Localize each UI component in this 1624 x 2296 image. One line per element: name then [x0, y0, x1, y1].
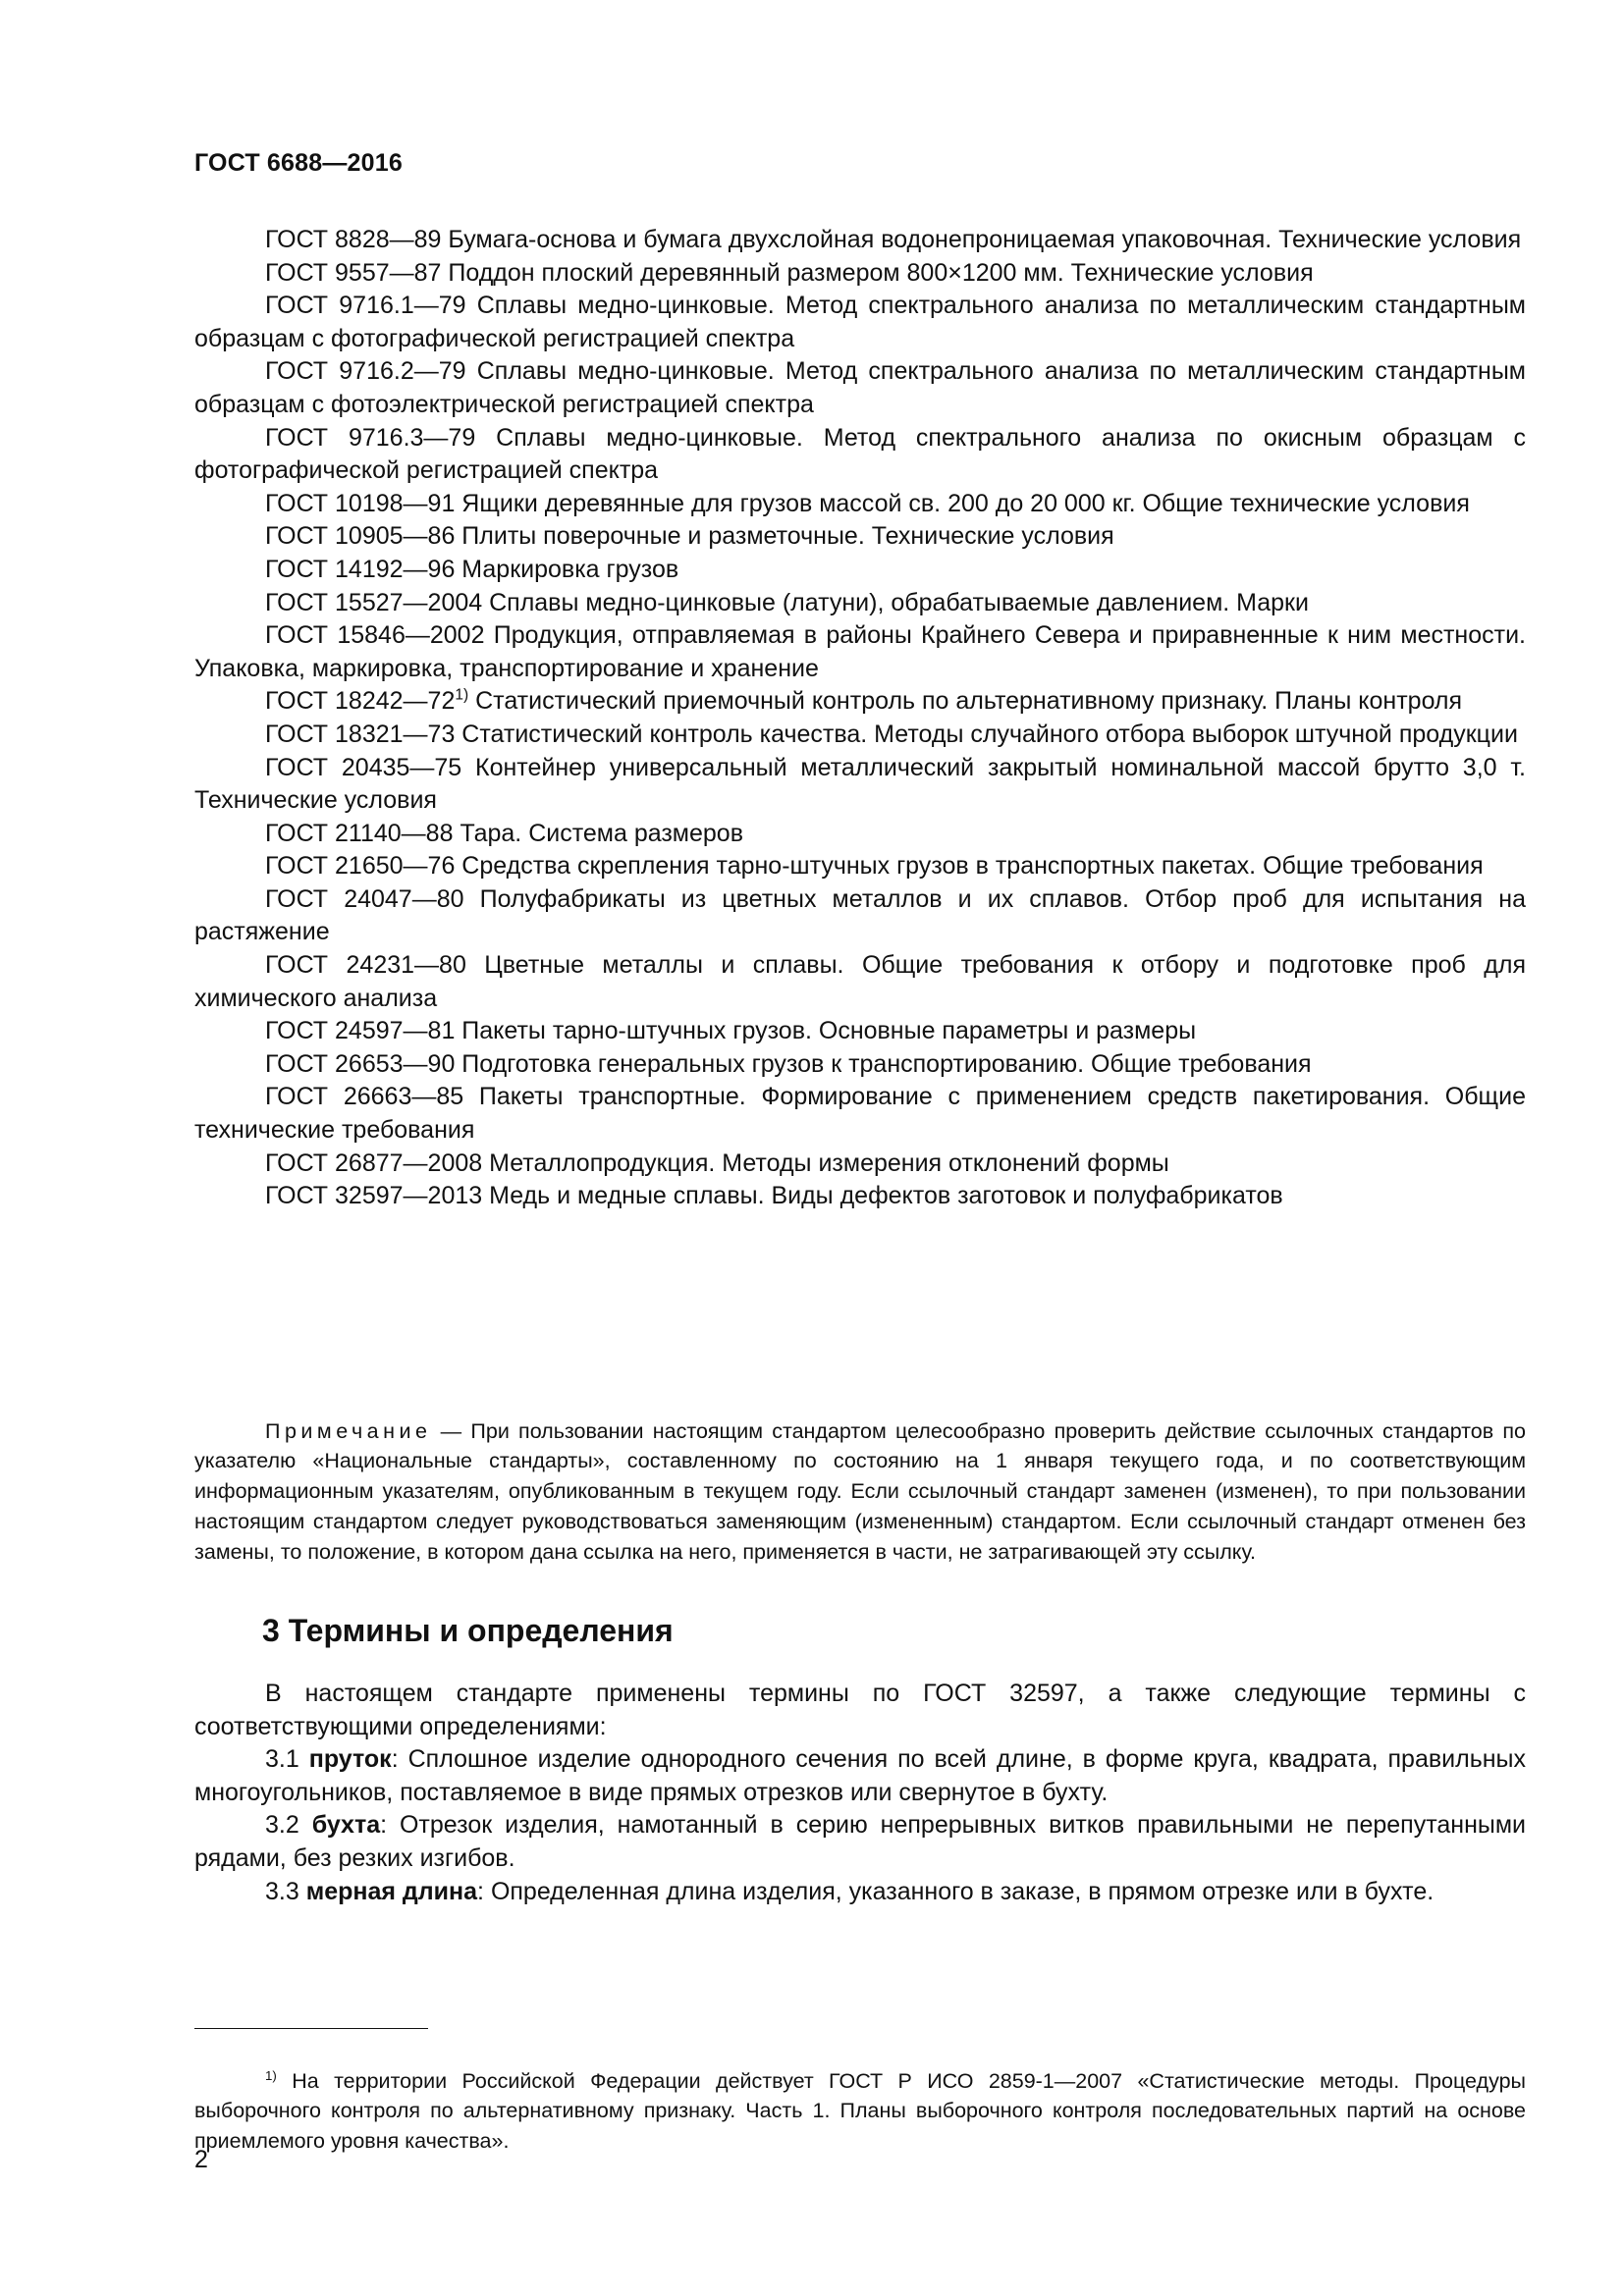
term-definition: [194, 1809, 1526, 1875]
footnote-divider: [194, 2028, 428, 2029]
reference-item: ГОСТ 20435—75 Контейнер универсальный металлический закрытый номинальной массой брутто 3,0 т. Технические условия: [194, 753, 1526, 815]
terms-section: [194, 1678, 1526, 1908]
term-number: 3.3: [265, 1877, 306, 1905]
reference-item: ГОСТ 24597—81 Пакеты тарно-штучных грузов. Основные параметры и размеры: [265, 1017, 1197, 1045]
reference-item: ГОСТ 15527—2004 Сплавы медно-цинковые (латуни), обрабатываемые давлением. Марки: [265, 588, 1309, 616]
terms-intro: В настоящем стандарте применены термины по ГОСТ 32597, а также следующие термины с соответствующими определениями:: [194, 1680, 1526, 1740]
reference-item: ГОСТ 10198—91 Ящики деревянные для грузов массой св. 200 до 20 000 кг. Общие технические условия: [265, 489, 1470, 517]
term-definition: [194, 1876, 1526, 1909]
note-label: Примечание: [265, 1418, 432, 1443]
reference-item: ГОСТ 9716.3—79 Сплавы медно-цинковые. Метод спектрального анализа по окисным образцам с фотографической регистрацией спектра: [194, 423, 1526, 485]
term-name: бухта: [311, 1811, 381, 1840]
term-text: : Сплошное изделие однородного сечения по всей длине, в форме круга, квадрата, правильных многоугольников, поставляемое в виде прямых отрезков или свернутое в бухту.: [194, 1745, 1527, 1806]
reference-item: ГОСТ 32597—2013 Медь и медные сплавы. Виды дефектов заготовок и полуфабрикатов: [265, 1182, 1283, 1210]
reference-item: ГОСТ 26877—2008 Металлопродукция. Методы измерения отклонений формы: [265, 1148, 1169, 1177]
reference-item: ГОСТ 9716.1—79 Сплавы медно-цинковые. Метод спектрального анализа по металлическим стандартным образцам с фотографической регистрацией спектра: [194, 292, 1526, 352]
term-number: 3.1: [265, 1745, 309, 1774]
footnote-marker: 1): [265, 2067, 277, 2083]
term-name: мерная длина: [305, 1877, 478, 1905]
section-title: 3 Термины и определения: [262, 1613, 674, 1648]
reference-item: ГОСТ 21140—88 Тара. Система размеров: [265, 819, 743, 847]
term-definition: [194, 1743, 1526, 1809]
term-name: пруток: [308, 1745, 392, 1774]
term-text: : Определенная длина изделия, указанного в заказе, в прямом отрезке или в бухте.: [477, 1877, 1435, 1905]
footnote-text: На территории Российской Федерации действует ГОСТ Р ИСО 2859-1—2007 «Статистические методы. Процедуры выборочного контроля по альтернативному признаку. Часть 1. Планы выборочного контроля последовательных партий на основе приемлемого уровня качества».: [194, 2068, 1526, 2154]
reference-item: ГОСТ 21650—76 Средства скрепления тарно-штучных грузов в транспортных пакетах. Общие требования: [265, 852, 1484, 881]
reference-item: ГОСТ 15846—2002 Продукция, отправляемая в районы Крайнего Севера и приравненные к ним местности. Упаковка, маркировка, транспортирование и хранение: [194, 621, 1526, 682]
reference-item: ГОСТ 14192—96 Маркировка грузов: [265, 555, 679, 583]
term-text: : Отрезок изделия, намотанный в серию непрерывных витков правильными не перепутанными рядами, без резких изгибов.: [194, 1811, 1526, 1872]
page-number: 2: [194, 2146, 208, 2173]
reference-item: ГОСТ 24047—80 Полуфабрикаты из цветных металлов и их сплавов. Отбор проб для испытания на растяжение: [194, 884, 1526, 946]
reference-item: ГОСТ 10905—86 Плиты поверочные и разметочные. Технические условия: [265, 522, 1114, 551]
reference-code: ГОСТ 18242—72: [265, 687, 456, 716]
reference-item: ГОСТ 8828—89 Бумага-основа и бумага двухслойная водонепроницаемая упаковочная. Технические условия: [265, 226, 1522, 253]
term-number: 3.2: [265, 1811, 312, 1840]
reference-item: ГОСТ 26653—90 Подготовка генеральных грузов к транспортированию. Общие требования: [265, 1049, 1312, 1078]
reference-item: ГОСТ 26663—85 Пакеты транспортные. Формирование с применением средств пакетирования. Общие технические требования: [194, 1083, 1526, 1145]
reference-item: ГОСТ 9557—87 Поддон плоский деревянный размером 800×1200 мм. Технические условия: [265, 258, 1314, 287]
reference-title: Статистический приемочный контроль по альтернативному признаку. Планы контроля: [468, 687, 1463, 716]
note-text: — При пользовании настоящим стандартом целесообразно проверить действие ссылочных стандартов по указателю «Национальные стандарты», составленному по состоянию на 1 января текущего года, и по соответствующим информационным указателям, опубликованным в текущем году. Если ссылочный стандарт заменен (изменен), то при пользовании настоящим стандартом следует руководствоваться заменяющим (измененным) стандартом. Если ссылочный стандарт отменен без замены, то положение, в котором дана ссылка на него, применяется в части, не затрагивающей эту ссылку.: [194, 1418, 1526, 1564]
note-paragraph: [194, 1416, 1526, 1568]
reference-item-with-footnote: [194, 685, 1526, 719]
reference-item: ГОСТ 24231—80 Цветные металлы и сплавы. Общие требования к отбору и подготовке проб для химического анализа: [194, 951, 1526, 1012]
normative-references-list: [194, 224, 1526, 1213]
footnote: [194, 2066, 1526, 2157]
reference-item: ГОСТ 18321—73 Статистический контроль качества. Методы случайного отбора выборок штучной продукции: [265, 720, 1518, 748]
reference-item: ГОСТ 9716.2—79 Сплавы медно-цинковые. Метод спектрального анализа по металлическим стандартным образцам с фотоэлектрической регистрацией спектра: [194, 357, 1526, 418]
document-id-header: ГОСТ 6688—2016: [194, 149, 403, 177]
footnote-marker: 1): [455, 686, 469, 704]
